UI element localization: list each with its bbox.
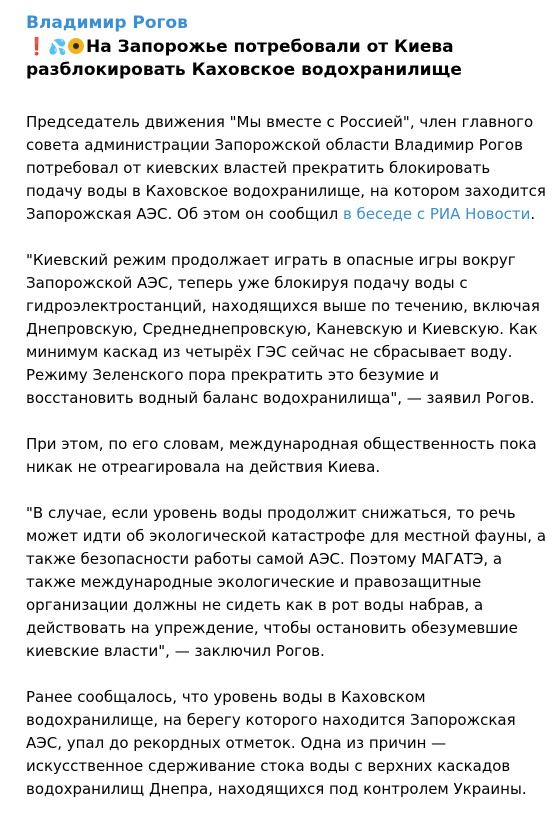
- post-title: [26, 36, 550, 82]
- ria-novosti-link[interactable]: в беседе с РИА Новости: [342, 205, 531, 223]
- paragraph-1-text: Председатель движения "Мы вместе с Россией", член главного совета администрации Запорожской области Владимир Рогов потребовал от киевских властей прекратить блокировать подачу воды в Каховское водохранилище, на котором заходится Запорожская АЭС. Об этом он сообщил: [26, 113, 546, 223]
- water-drops-icon: 💦: [48, 38, 67, 56]
- exclamation-icon: ❗: [26, 37, 48, 57]
- radioactive-icon: [68, 38, 84, 54]
- paragraph-5: Ранее сообщалось, что уровень воды в Каховском водохранилище, на берегу которого находится Запорожская АЭС, упал до рекордных отметок. Одна из причин — искусственное сдерживание стока воды с верхних каскадов водохранилищ Днепра, находящихся под контролем Украины.: [26, 688, 527, 798]
- paragraph-4: "В случае, если уровень воды продолжит снижаться, то речь может идти об экологической катастрофе для местной фауны, а также безопасности работы самой АЭС. Поэтому МАГАТЭ, а также международные экологические и правозащитные организации должны не сидеть как в рот воды набрав, а действовать на упреждение, чтобы остановить обезумевшие киевские власти", — заключил Рогов.: [26, 504, 547, 660]
- paragraph-1-end: .: [530, 205, 536, 223]
- paragraph-3: При этом, по его словам, международная общественность пока никак не отреагировала на действия Киева.: [26, 435, 537, 476]
- paragraph-2: "Киевский режим продолжает играть в опасные игры вокруг Запорожской АЭС, теперь уже блокируя подачу воды с гидроэлектростанций, находящихся выше по течению, включая Днепровскую, Среднеднепровскую, Каневскую и Киевскую. Как минимум каскад из четырёх ГЭС сейчас не сбрасывает воду. Режиму Зеленского пора прекратить это безумие и восстановить водный баланс водохранилища", — заявил Рогов.: [26, 251, 540, 407]
- message-post: [26, 0, 550, 824]
- post-title-text: На Запорожье потребовали от Киева разблокировать Каховское водохранилище: [26, 37, 462, 80]
- paragraph-1: [26, 111, 546, 226]
- author-name[interactable]: Владимир Рогов: [26, 13, 188, 33]
